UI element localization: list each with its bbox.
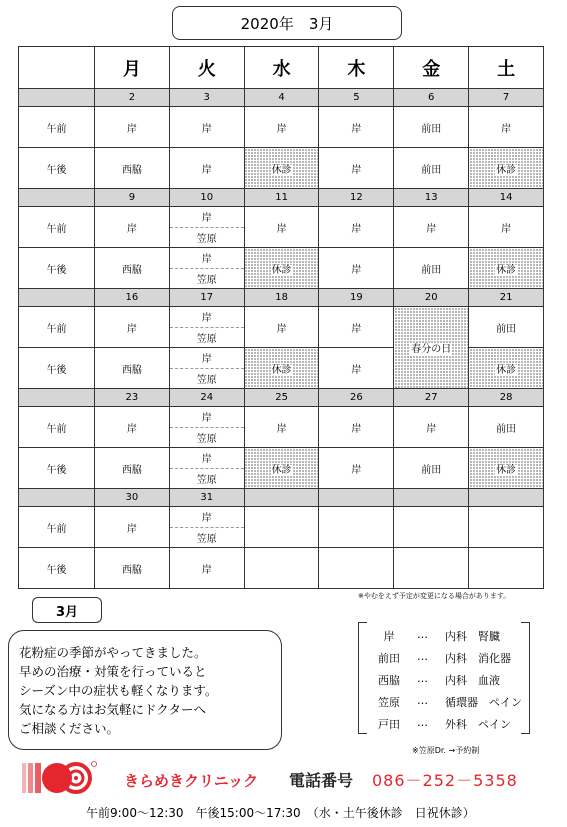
doctor-name: 笠原	[196, 274, 217, 286]
closed-cell	[469, 148, 544, 189]
closed-cell	[244, 348, 319, 389]
slot-label: 午前	[19, 507, 95, 548]
schedule-cell: 岸	[319, 407, 394, 448]
doctor-name: 岸	[170, 348, 244, 369]
closed-cell	[244, 448, 319, 489]
schedule-cell: 岸	[319, 307, 394, 348]
schedule-cell: 前田	[394, 448, 469, 489]
date-cell: 11	[244, 189, 319, 207]
schedule-cell: 前田	[394, 248, 469, 289]
doctor-name: 笠原	[196, 233, 217, 245]
date-row-blank	[19, 389, 95, 407]
doctor-name: 岸	[170, 307, 244, 328]
schedule-cell: 岸	[319, 448, 394, 489]
doctor-dept: 内科 腎臓	[445, 630, 500, 643]
date-row-blank	[19, 289, 95, 307]
doctor-dept: 内科 消化器	[445, 652, 511, 665]
schedule-cell: 岸	[394, 207, 469, 248]
two-doctor-cell	[170, 348, 244, 388]
doctor-name: 戸田	[378, 718, 400, 731]
date-row	[19, 89, 544, 107]
date-cell: 31	[169, 489, 244, 507]
leader-dots: …	[417, 672, 428, 685]
slot-label: 午後	[19, 248, 95, 289]
schedule-cell: 岸	[244, 307, 319, 348]
date-row-blank	[19, 89, 95, 107]
schedule-cell: 岸	[169, 548, 244, 589]
doctor-dept: 内科 血液	[445, 674, 500, 687]
two-doctor-cell	[170, 407, 244, 447]
weekday-header-row	[19, 47, 544, 89]
doctor-name: 岸	[170, 507, 244, 528]
afternoon-row	[19, 448, 544, 489]
schedule-cell	[319, 548, 394, 589]
schedule-cell: 岸	[394, 407, 469, 448]
leader-dots: …	[417, 628, 428, 641]
schedule-cell: 前田	[394, 148, 469, 189]
schedule-cell: 岸	[95, 207, 170, 248]
doctor-name: 笠原	[196, 433, 217, 445]
schedule-cell: 岸	[244, 407, 319, 448]
date-cell: 7	[469, 89, 544, 107]
doctor-name: 前田	[378, 652, 400, 665]
phone-label: 電話番号	[289, 771, 354, 790]
slot-label: 午後	[19, 448, 95, 489]
slot-label: 午後	[19, 348, 95, 389]
weekday-header: 水	[244, 47, 319, 89]
closed-cell	[469, 248, 544, 289]
doctor-dept: 外科 ペイン	[445, 718, 511, 731]
date-cell: 25	[244, 389, 319, 407]
doctor-name: 岸	[170, 207, 244, 228]
schedule-cell	[169, 307, 244, 348]
schedule-cell: 前田	[394, 107, 469, 148]
holiday-cell	[394, 307, 469, 389]
date-cell	[319, 489, 394, 507]
closed-cell	[244, 148, 319, 189]
two-doctor-cell	[170, 307, 244, 347]
doctor-name: 笠原	[196, 374, 217, 386]
slot-label: 午前	[19, 107, 95, 148]
schedule-table	[18, 46, 544, 589]
schedule-cell: 西脇	[95, 148, 170, 189]
doctor-name: 笠原	[196, 474, 217, 486]
closed-label: 休診	[496, 164, 517, 176]
date-cell: 3	[169, 89, 244, 107]
schedule-cell	[244, 548, 319, 589]
schedule-cell: 西脇	[95, 548, 170, 589]
slot-label: 午後	[19, 548, 95, 589]
month-label: 3月	[32, 597, 102, 623]
corner-cell	[19, 47, 95, 89]
slot-label: 午前	[19, 407, 95, 448]
morning-row	[19, 407, 544, 448]
date-cell: 5	[319, 89, 394, 107]
closed-label: 休診	[271, 164, 292, 176]
morning-row	[19, 207, 544, 248]
schedule-cell	[469, 548, 544, 589]
schedule-cell: 前田	[469, 307, 544, 348]
date-cell: 23	[95, 389, 170, 407]
date-cell: 28	[469, 389, 544, 407]
closed-label: 休診	[271, 264, 292, 276]
date-cell: 4	[244, 89, 319, 107]
message-line: 早めの治療・対策を行っていると	[19, 664, 207, 679]
schedule-cell: 岸	[319, 148, 394, 189]
date-cell: 17	[169, 289, 244, 307]
message-box	[8, 630, 282, 750]
schedule-cell: 岸	[169, 107, 244, 148]
date-row-blank	[19, 189, 95, 207]
leader-dots: …	[417, 650, 428, 663]
closed-cell	[469, 448, 544, 489]
doctor-legend	[358, 622, 530, 734]
message-line: 気になる方はお気軽にドクターへ	[19, 702, 207, 717]
closed-label: 休診	[271, 364, 292, 376]
schedule-cell: 岸	[319, 207, 394, 248]
two-doctor-cell	[170, 448, 244, 488]
office-hours: 午前9:00～12:30 午後15:00～17:30 （水・土午後休診 日祝休診）	[86, 806, 475, 820]
morning-row	[19, 107, 544, 148]
schedule-cell: 岸	[169, 148, 244, 189]
leader-dots: …	[417, 694, 428, 707]
date-cell: 21	[469, 289, 544, 307]
weekday-header: 土	[469, 47, 544, 89]
schedule-cell	[244, 507, 319, 548]
clinic-logo-icon	[20, 758, 100, 798]
message-line: ご相談ください。	[19, 721, 120, 736]
morning-row	[19, 307, 544, 348]
schedule-cell: 西脇	[95, 248, 170, 289]
two-doctor-cell	[170, 207, 244, 247]
date-cell: 24	[169, 389, 244, 407]
date-cell: 12	[319, 189, 394, 207]
date-cell: 2	[95, 89, 170, 107]
afternoon-row	[19, 148, 544, 189]
schedule-cell	[394, 548, 469, 589]
schedule-cell: 岸	[319, 248, 394, 289]
reservation-note: ※笠原Dr. →予約制	[412, 746, 480, 755]
date-cell: 18	[244, 289, 319, 307]
message-line: 花粉症の季節がやってきました。	[19, 645, 207, 660]
date-cell	[244, 489, 319, 507]
doctor-name: 西脇	[378, 674, 400, 687]
closed-label: 休診	[496, 264, 517, 276]
schedule-cell	[169, 348, 244, 389]
phone-number: 086－252－5358	[372, 771, 518, 790]
date-cell: 14	[469, 189, 544, 207]
weekday-header: 火	[169, 47, 244, 89]
date-cell: 16	[95, 289, 170, 307]
leader-dots: …	[417, 716, 428, 729]
schedule-cell	[469, 507, 544, 548]
doctor-name: 岸	[170, 448, 244, 469]
closed-label: 休診	[496, 464, 517, 476]
date-row-blank	[19, 489, 95, 507]
afternoon-row	[19, 548, 544, 589]
date-cell: 27	[394, 389, 469, 407]
date-row	[19, 389, 544, 407]
calendar-title: 2020年 3月	[172, 6, 402, 40]
doctor-name: 岸	[383, 630, 395, 643]
doctor-name: 笠原	[378, 696, 400, 709]
doctor-name: 岸	[170, 248, 244, 269]
date-cell: 20	[394, 289, 469, 307]
slot-label: 午前	[19, 307, 95, 348]
schedule-change-note: ※やむをえず予定が変更になる場合があります。	[358, 592, 511, 600]
slot-label: 午前	[19, 207, 95, 248]
schedule-cell: 西脇	[95, 448, 170, 489]
date-cell	[394, 489, 469, 507]
date-row	[19, 489, 544, 507]
date-cell: 9	[95, 189, 170, 207]
schedule-cell: 岸	[95, 507, 170, 548]
schedule-cell	[319, 507, 394, 548]
date-cell: 10	[169, 189, 244, 207]
schedule-cell: 岸	[319, 348, 394, 389]
date-cell: 19	[319, 289, 394, 307]
schedule-cell: 岸	[95, 307, 170, 348]
schedule-cell: 岸	[469, 207, 544, 248]
date-row	[19, 289, 544, 307]
schedule-cell: 岸	[244, 207, 319, 248]
date-cell	[469, 489, 544, 507]
date-cell: 30	[95, 489, 170, 507]
clinic-name: きらめきクリニック	[124, 772, 259, 790]
holiday-label: 春分の日	[411, 344, 452, 355]
schedule-cell: 前田	[469, 407, 544, 448]
date-row	[19, 189, 544, 207]
slot-label: 午後	[19, 148, 95, 189]
schedule-cell	[169, 448, 244, 489]
schedule-cell: 西脇	[95, 348, 170, 389]
two-doctor-cell	[170, 248, 244, 288]
schedule-cell: 岸	[469, 107, 544, 148]
afternoon-row	[19, 248, 544, 289]
closed-cell	[469, 348, 544, 389]
date-cell: 26	[319, 389, 394, 407]
schedule-cell	[169, 507, 244, 548]
doctor-name: 笠原	[196, 333, 217, 345]
weekday-header: 金	[394, 47, 469, 89]
schedule-cell	[169, 207, 244, 248]
message-line: シーズン中の症状も軽くなります。	[19, 683, 218, 698]
schedule-cell: 岸	[95, 407, 170, 448]
schedule-cell	[394, 507, 469, 548]
closed-cell	[244, 248, 319, 289]
schedule-cell	[169, 248, 244, 289]
date-cell: 13	[394, 189, 469, 207]
schedule-cell	[169, 407, 244, 448]
date-cell: 6	[394, 89, 469, 107]
closed-label: 休診	[271, 464, 292, 476]
doctor-name: 笠原	[196, 533, 217, 545]
schedule-cell: 岸	[95, 107, 170, 148]
closed-label: 休診	[496, 364, 517, 376]
doctor-name: 岸	[170, 407, 244, 428]
weekday-header: 月	[95, 47, 170, 89]
morning-row	[19, 507, 544, 548]
schedule-cell: 岸	[244, 107, 319, 148]
schedule-cell: 岸	[319, 107, 394, 148]
doctor-dept: 循環器 ペイン	[445, 696, 522, 709]
two-doctor-cell	[170, 507, 244, 547]
weekday-header: 木	[319, 47, 394, 89]
